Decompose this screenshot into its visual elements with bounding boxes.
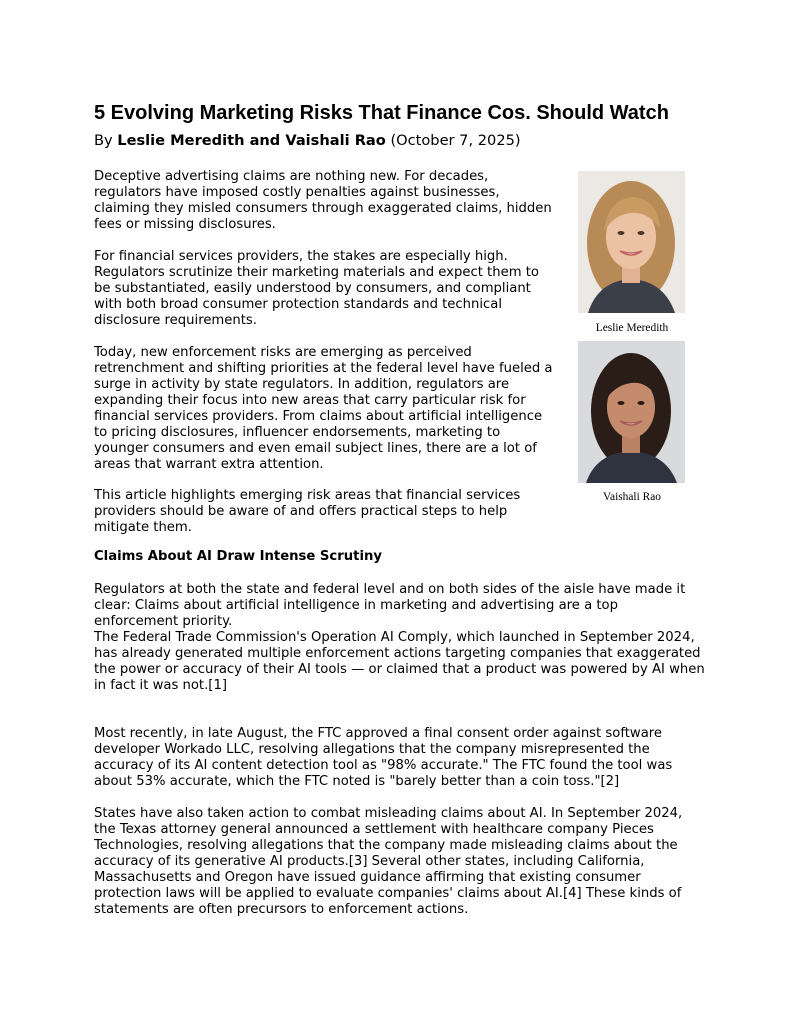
author-caption-1: Leslie Meredith <box>595 322 669 334</box>
byline-date: (October 7, 2025) <box>385 132 521 149</box>
intro-paragraph-4: This article highlights emerging risk areas that financial services providers should be aware of and offers practical steps to help mitigate them. <box>94 488 521 535</box>
section-paragraph-2: The Federal Trade Commission's Operation AI Comply, which launched in September 2024, has already generated multiple enforcement actions targeting companies that exaggerated the power or accuracy of their AI tools — or claimed that a product was powered by AI when in fact it was not.[1] <box>94 630 705 693</box>
author-photo-vaishali-rao <box>578 341 685 483</box>
author-caption-2: Vaishali Rao <box>603 491 661 503</box>
intro-paragraph-2: For financial services providers, the stakes are especially high. Regulators scrutinize their marketing materials and expect them to be substantiated, easily understood by consumers, and compliant with both broad consumer protection standards and technical disclosure requirements. <box>94 249 539 328</box>
byline-authors: Leslie Meredith and Vaishali Rao <box>117 132 386 149</box>
section-paragraph-3: Most recently, in late August, the FTC approved a final consent order against software developer Workado LLC, resolving allegations that the company misrepresented the accuracy of its AI content detection tool as "98% accurate." The FTC found the tool was about 53% accurate, which the FTC noted is "barely better than a coin toss."[2] <box>94 726 673 789</box>
author-photo-leslie-meredith <box>578 171 685 313</box>
intro-paragraph-3: Today, new enforcement risks are emerging as perceived retrenchment and shifting priorities at the federal level have fueled a surge in activity by state regulators. In addition, regulators are expanding their focus into new areas that carry particular risk for financial services providers. From claims about artificial intelligence to pricing disclosures, influencer endorsements, marketing to younger consumers and even email subject lines, there are a lot of areas that warrant extra attention. <box>94 345 553 472</box>
intro-paragraph-1: Deceptive advertising claims are nothing new. For decades, regulators have imposed costly penalties against businesses, claiming they misled consumers through exaggerated claims, hidden fees or missing disclosures. <box>94 169 552 232</box>
article-title: 5 Evolving Marketing Risks That Finance Cos. Should Watch <box>94 102 669 124</box>
byline <box>94 131 714 151</box>
section-paragraph-4: States have also taken action to combat misleading claims about AI. In September 2024, the Texas attorney general announced a settlement with healthcare company Pieces Technologies, resolving allegations that the company made misleading claims about the accuracy of its generative AI products.[3] Several other states, including California, Massachusetts and Oregon have issued guidance affirming that existing consumer protection laws will be applied to evaluate companies' claims about AI.[4] These kinds of statements are often precursors to enforcement actions. <box>94 806 683 917</box>
section-heading: Claims About AI Draw Intense Scrutiny <box>94 549 382 564</box>
section-paragraph-1: Regulators at both the state and federal level and on both sides of the aisle have made it clear: Claims about artificial intelligence in marketing and advertising are a top enforcement priority. <box>94 582 686 629</box>
byline-prefix: By <box>94 132 118 149</box>
